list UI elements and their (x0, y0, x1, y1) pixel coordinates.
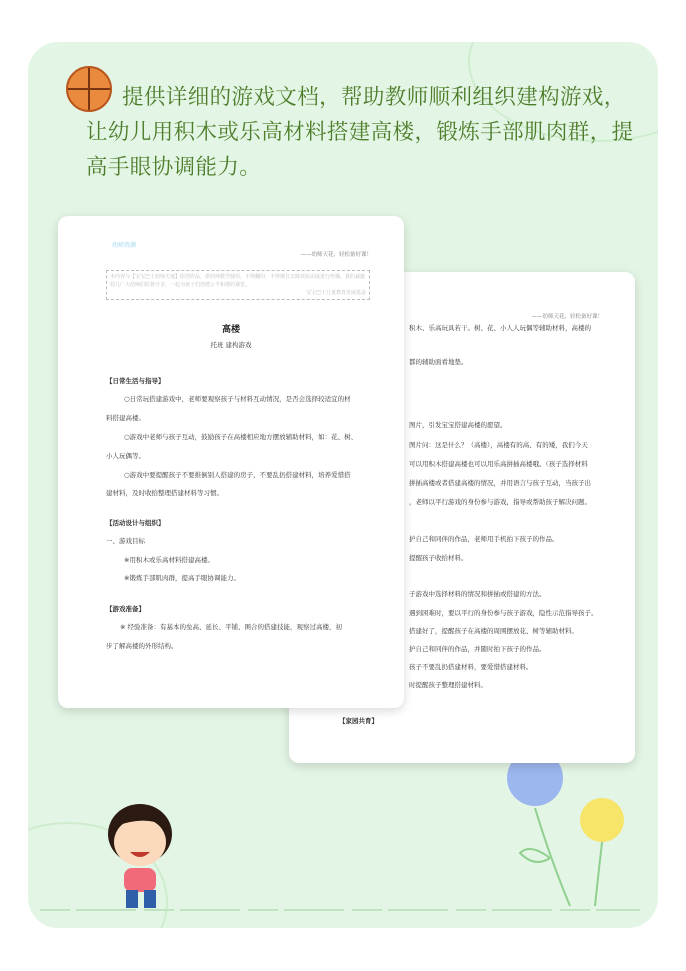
copyright-notice (106, 270, 370, 300)
notice-sign: 宝宝巴士儿童教育发展基金 (305, 290, 366, 296)
doc-line: 护自己和同伴的作品，并随时拍下孩子的作品。 (409, 645, 546, 653)
doc-line: 护自己和同伴的作品，老师用手机拍下孩子的作品。 (409, 535, 559, 543)
grass-line-decor (40, 900, 640, 920)
doc-line: ※ 经验准备：有基本的垒高、延长、平铺、围合的搭建技能，观察过高楼，初 (120, 623, 343, 631)
doc-line: ○日常玩搭建游戏中，老师要观察孩子与材料互动情况，是否会选择较适宜的材 (124, 395, 351, 403)
doc-line: 积木、乐高玩具若干。树、花、小人人玩偶等辅助材料，高楼的 (409, 324, 591, 332)
doc-line: 图片，引发宝宝搭建高楼的愿望。 (409, 421, 507, 429)
doc-line: 图片问：这是什么？（高楼），高楼有的高、有的矮，我们今天 (409, 441, 588, 449)
section-heading: 【活动设计与组织】 (106, 519, 165, 527)
cartoon-boy-illustration (100, 796, 180, 916)
doc-line: 搭建好了，提醒孩子在高楼的周围摆放花、树等辅助材料。 (409, 627, 578, 635)
flower-illustration (490, 748, 640, 908)
doc-line: 小人玩偶等。 (106, 452, 145, 460)
doc-line: 子游戏中选择材料的情况和拼插或搭建的方法。 (409, 590, 546, 598)
document-page-1 (58, 216, 404, 708)
doc-line: 孩子不要乱扔搭建材料，要爱惜搭建材料。 (409, 663, 533, 671)
doc-line: 提醒孩子收拾材料。 (409, 554, 468, 562)
notice-text: 本内容与【宝宝巴士幼师天地】原创作品，供幼师教学使用，不得翻印，不得擅自去除该标识或进行传播。我们诚邀幼儿广大幼师们监督分享，一起为孩子们创建公平和谐的课堂。 (110, 274, 366, 288)
doc-line: 时提醒孩子整理搭建材料。 (409, 681, 487, 689)
motto: ——幼师天花，轻松备好课！ (531, 314, 603, 320)
section-heading: 【游戏准备】 (106, 605, 145, 613)
doc-line: ○游戏中要提醒孩子不要推倒别人搭建的房子，不要乱扔搭建材料，培养爱惜搭 (124, 471, 351, 479)
doc-line: 可以用积木搭建高楼也可以用乐高拼插高楼哦。（孩子选择材料 (409, 460, 588, 468)
section-heading: 【家园共育】 (339, 717, 378, 725)
doc-subtitle: 托班 建构游戏 (210, 341, 252, 349)
doc-line: ○游戏中老师与孩子互动，鼓励孩子在高楼相应地方摆放辅助材料，如：花、树、 (124, 433, 358, 441)
doc-title: 高楼 (221, 325, 240, 335)
headline: 提供详细的游戏文档，帮助教师顺利组织建构游戏，让幼儿用积木或乐高材料搭建高楼，锻炼手部肌肉群，提高手眼协调能力。 (86, 85, 634, 180)
motto: ——幼师天花，轻松备好课！ (300, 252, 372, 258)
doc-line: ※用积木或乐高材料搭建高楼。 (124, 556, 214, 564)
doc-line: 遇到困难时，要以平行的身份参与孩子游戏，隐性示范指导孩子。 (409, 609, 598, 617)
doc-line: 步了解高楼的外形结构。 (106, 642, 178, 650)
doc-line: 建材料，及时收拾整理搭建材料等习惯。 (106, 489, 223, 497)
doc-line: 一、游戏目标 (106, 537, 145, 545)
logo: 幼师资源 (112, 242, 137, 249)
doc-line: 料搭建高楼。 (106, 414, 145, 422)
doc-line: 拼插高楼或者搭建高楼的情况，并用语言与孩子互动，当孩子出 (409, 479, 591, 487)
section-heading: 【日常生活与指导】 (106, 377, 165, 385)
doc-line: 都的辅助面看地垫。 (409, 358, 468, 366)
doc-line: ※锻炼手部肌肉群，提高手眼协调能力。 (124, 574, 240, 582)
doc-line: ，老师以平行游戏的身份参与游戏，指导或帮助孩子解决问题。 (409, 498, 591, 506)
